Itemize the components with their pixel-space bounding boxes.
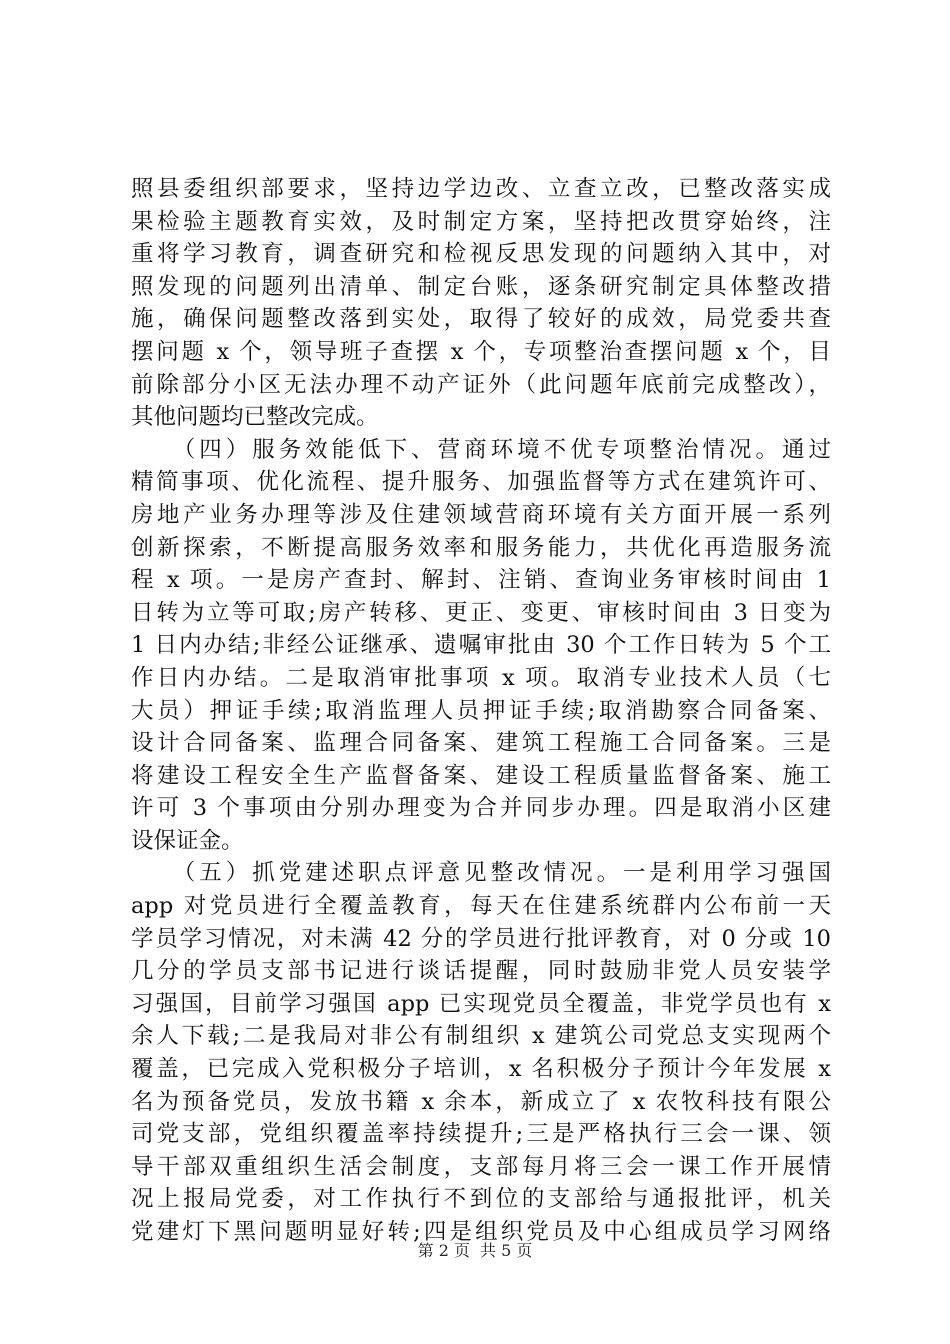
page-footer <box>0 1241 950 1261</box>
text-line: 学员学习情况，对未满 42 分的学员进行批评教育，对 0 分或 10 <box>131 925 831 952</box>
text-line: 司党支部，党组织覆盖率持续提升;三是严格执行三会一课、领 <box>131 1121 831 1148</box>
page-total: 共 5 页 <box>480 1241 533 1260</box>
text-line: 余人下载;二是我局对非公有制组织 x 建筑公司党总支实现两个 <box>131 1023 831 1050</box>
text-line: 重将学习教育，调查研究和检视反思发现的问题纳入其中，对 <box>131 241 831 268</box>
text-line: 覆盖，已完成入党积极分子培训，x 名积极分子预计今年发展 x <box>131 1056 831 1083</box>
text-line: 日转为立等可取;房产转移、更正、变更、审核时间由 3 日变为 <box>131 599 831 626</box>
text-line: 果检验主题教育实效，及时制定方案，坚持把改贯穿始终，注 <box>131 208 831 235</box>
document-body <box>131 173 831 1249</box>
text-line: 名为预备党员，发放书籍 x 余本，新成立了 x 农牧科技有限公 <box>131 1088 831 1115</box>
text-line: 房地产业务办理等涉及住建领域营商环境有关方面开展一系列 <box>131 501 831 528</box>
text-line: 许可 3 个事项由分别办理变为合并同步办理。四是取消小区建 <box>131 795 831 822</box>
text-line: 况上报局党委，对工作执行不到位的支部给与通报批评，机关 <box>131 1186 831 1213</box>
text-line: 习强国，目前学习强国 app 已实现党员全覆盖，非党学员也有 x <box>131 990 831 1017</box>
text-line: 照发现的问题列出清单、制定台账，逐条研究制定具体整改措 <box>131 273 831 300</box>
text-line: 创新探索，不断提高服务效率和服务能力，共优化再造服务流 <box>131 534 831 561</box>
text-line: 摆问题 x 个，领导班子查摆 x 个，专项整治查摆问题 x 个，目 <box>131 338 831 365</box>
text-line: 精简事项、优化流程、提升服务、加强监督等方式在建筑许可、 <box>131 469 831 496</box>
text-line: 设保证金。 <box>131 827 244 854</box>
text-line: 将建设工程安全生产监督备案、建设工程质量监督备案、施工 <box>131 762 831 789</box>
text-line: 大员）押证手续;取消监理人员押证手续;取消勘察合同备案、 <box>131 697 831 724</box>
text-line: 照县委组织部要求，坚持边学边改、立查立改，已整改落实成 <box>131 176 831 202</box>
text-line: 前除部分小区无法办理不动产证外（此问题年底前完成整改）， <box>131 371 831 398</box>
text-line: 施，确保问题整改落到实处，取得了较好的成效，局党委共查 <box>131 306 831 333</box>
text-line: 几分的学员支部书记进行谈话提醒，同时鼓励非党人员安装学 <box>131 958 831 985</box>
text-line: 1 日内办结;非经公证继承、遗嘱审批由 30 个工作日转为 5 个工 <box>131 632 831 659</box>
text-line: 导干部双重组织生活会制度，支部每月将三会一课工作开展情 <box>131 1153 831 1180</box>
text-line: 设计合同备案、监理合同备案、建筑工程施工合同备案。三是 <box>131 730 831 757</box>
text-line: app 对党员进行全覆盖教育，每天在住建系统群内公布前一天 <box>131 893 831 920</box>
text-line: 其他问题均已整改完成。 <box>131 404 379 431</box>
text-line: （五）抓党建述职点评意见整改情况。一是利用学习强国 <box>131 860 831 887</box>
page-number: 第 2 页 <box>417 1241 470 1260</box>
text-line: 程 x 项。一是房产查封、解封、注销、查询业务审核时间由 1 <box>131 567 831 594</box>
text-line: 党建灯下黑问题明显好转;四是组织党员及中心组成员学习网络 <box>131 1219 831 1245</box>
text-line: （四）服务效能低下、营商环境不优专项整治情况。通过 <box>131 436 831 463</box>
text-line: 作日内办结。二是取消审批事项 x 项。取消专业技术人员（七 <box>131 664 831 691</box>
